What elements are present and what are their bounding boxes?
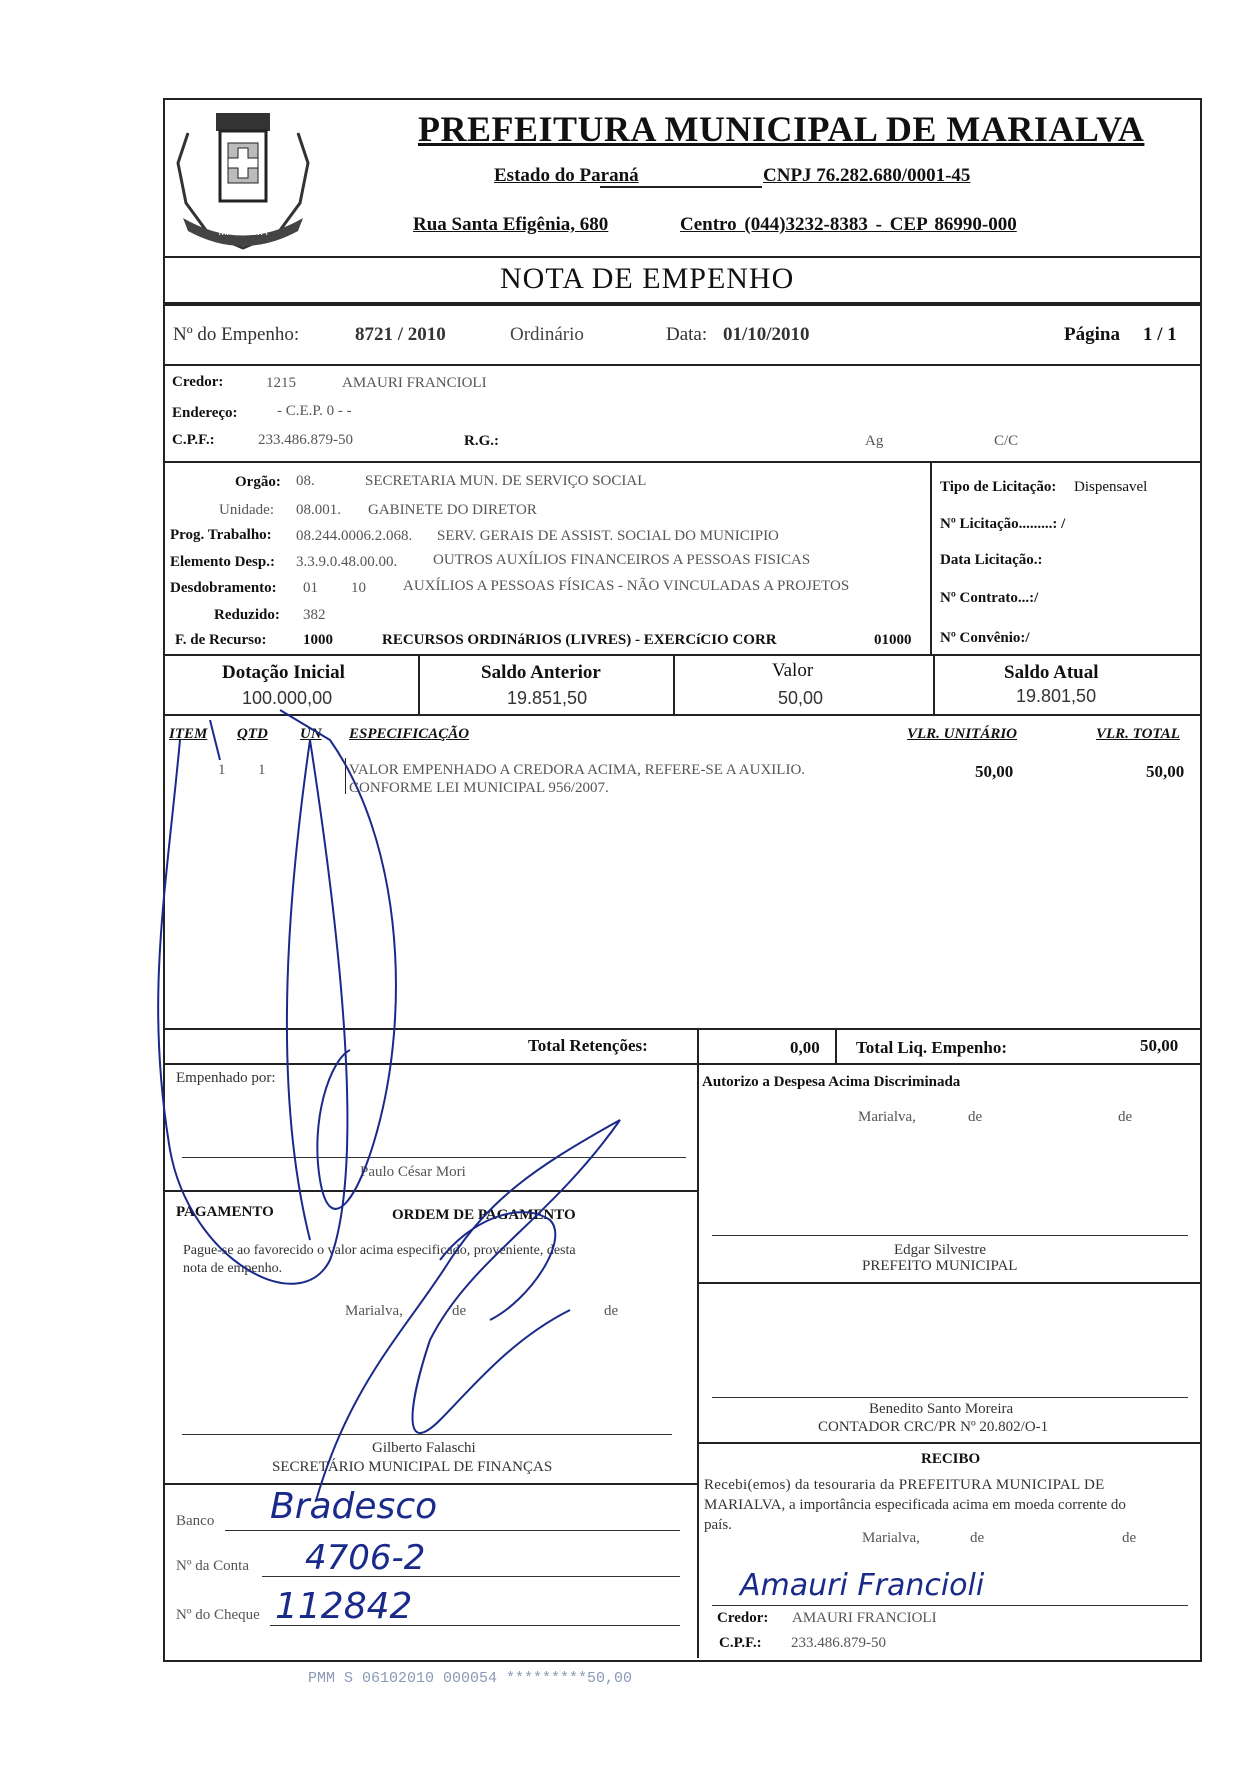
recibo-text-2: MARIALVA, a importância especificada acima em moeda corrente do	[704, 1497, 1126, 1513]
credor-label: Credor:	[172, 374, 224, 390]
banco-label: Banco	[176, 1513, 215, 1529]
cpf-label: C.P.F.:	[172, 432, 215, 448]
page-label: Página	[1064, 324, 1120, 345]
recibo-de1: de	[970, 1530, 985, 1546]
signature-line	[712, 1605, 1188, 1606]
banco-value: Bradesco	[270, 1486, 438, 1527]
recibo-title: RECIBO	[921, 1451, 981, 1467]
divider	[835, 1028, 837, 1064]
svg-text:MARIALVA: MARIALVA	[218, 227, 268, 238]
col-un: UN	[300, 726, 322, 742]
signature-line	[712, 1397, 1188, 1398]
divider	[930, 462, 932, 654]
col-vlr-unitario: VLR. UNITÁRIO	[907, 726, 1018, 742]
cpf-value: 233.486.879-50	[258, 432, 353, 448]
divider	[163, 654, 1200, 656]
licitacao-number: Nº Licitação.........: /	[940, 516, 1066, 532]
recibo-signature: Amauri Francioli	[740, 1568, 985, 1603]
conta-label: Nº da Conta	[176, 1558, 249, 1574]
empenho-type: Ordinário	[510, 324, 584, 345]
credor-code: 1215	[266, 375, 296, 391]
liquido-label: Total Liq. Empenho:	[856, 1038, 1007, 1057]
valor-label: Valor	[772, 660, 814, 681]
row-desc: VALOR EMPENHADO A CREDORA ACIMA, REFERE-SE A AUXILIO.	[349, 762, 806, 778]
recurso-desc: RECURSOS ORDINáRIOS (LIVRES) - EXERCíCIO CORR	[382, 632, 777, 648]
divider	[163, 461, 1200, 463]
divider	[933, 655, 935, 715]
desdob-a: 01	[303, 580, 318, 596]
reduzido-value: 382	[303, 607, 326, 623]
header-address: Rua Santa Efigênia, 680	[413, 214, 609, 235]
cc-label: C/C	[994, 433, 1019, 449]
recibo-credor-label: Credor:	[717, 1610, 769, 1626]
dotacao-inicial-label: Dotação Inicial	[222, 662, 345, 683]
liquido-value: 50,00	[1140, 1036, 1179, 1055]
row-desc-cont: CONFORME LEI MUNICIPAL 956/2007.	[349, 780, 609, 796]
secretario-name: Gilberto Falaschi	[372, 1440, 476, 1456]
pagamento-label: PAGAMENTO	[176, 1204, 274, 1220]
aut-de2: de	[1118, 1109, 1133, 1125]
page-number: 1 / 1	[1143, 324, 1177, 345]
divider	[163, 302, 1200, 306]
autorizo-text: Autorizo a Despesa Acima Discriminada	[702, 1074, 961, 1090]
empenho-label: Nº do Empenho:	[173, 324, 300, 345]
footer-stamp: PMM S 06102010 000054 *********50,00	[308, 1670, 633, 1687]
header-rule	[600, 186, 762, 188]
recibo-credor-name: AMAURI FRANCIOLI	[792, 1610, 937, 1626]
rg-label: R.G.:	[464, 433, 499, 449]
recurso-code: 1000	[303, 632, 333, 648]
elemento-label: Elemento Desp.:	[170, 554, 275, 570]
header-title: PREFEITURA MUNICIPAL DE MARIALVA	[418, 109, 1145, 149]
saldo-anterior-label: Saldo Anterior	[481, 662, 601, 683]
recibo-text-3: país.	[704, 1517, 732, 1533]
prefeito-name: Edgar Silvestre	[894, 1242, 987, 1258]
row-item: 1	[218, 762, 226, 778]
col-qtd: QTD	[237, 726, 268, 742]
handwritten-scribble	[150, 700, 710, 1500]
aut-de1: de	[968, 1109, 983, 1125]
elemento-desc: OUTROS AUXÍLIOS FINANCEIROS A PESSOAS FISICAS	[433, 552, 811, 568]
recibo-cpf-label: C.P.F.:	[719, 1635, 762, 1651]
credor-name: AMAURI FRANCIOLI	[342, 375, 487, 391]
pague-text: Pague-se ao favorecido o valor acima especificado, proveniente, desta	[183, 1243, 576, 1258]
recibo-text-1: Recebi(emos) da tesouraria da PREFEITURA MUNICIPAL DE	[704, 1477, 1105, 1493]
banco-line	[225, 1530, 680, 1531]
empenho-number: 8721 / 2010	[355, 324, 446, 345]
signature-line	[712, 1235, 1188, 1236]
endereco-value: - C.E.P. 0 - -	[277, 403, 352, 419]
conta-value: 4706-2	[305, 1538, 426, 1578]
tipo-licitacao-label: Tipo de Licitação:	[940, 479, 1057, 495]
prog-label: Prog. Trabalho:	[170, 527, 272, 543]
contrato-number: Nº Contrato...:/	[940, 590, 1039, 606]
prog-code: 08.244.0006.2.068.	[296, 528, 413, 544]
empenhado-label: Empenhado por:	[176, 1070, 276, 1086]
recurso-ref: 01000	[874, 632, 912, 648]
unidade-code: 08.001.	[296, 502, 341, 518]
dotacao-inicial-value: 100.000,00	[242, 688, 333, 708]
crest-logo	[168, 103, 318, 253]
header-contact: Centro (044)3232-8383 - CEP 86990-000	[680, 214, 1017, 235]
pag-de2: de	[604, 1303, 619, 1319]
divider	[163, 256, 1200, 258]
retencoes-label: Total Retenções:	[528, 1036, 648, 1055]
reduzido-label: Reduzido:	[214, 607, 280, 623]
licitacao-date: Data Licitação.:	[940, 552, 1043, 568]
contador-name: Benedito Santo Moreira	[869, 1401, 1014, 1417]
unidade-desc: GABINETE DO DIRETOR	[368, 502, 537, 518]
col-item: ITEM	[169, 726, 208, 742]
aut-city: Marialva,	[858, 1109, 916, 1125]
ag-label: Ag	[865, 433, 884, 449]
divider	[163, 364, 1200, 366]
desdob-desc: AUXÍLIOS A PESSOAS FÍSICAS - NÃO VINCULADAS A PROJETOS	[403, 578, 850, 594]
pag-city: Marialva,	[345, 1303, 403, 1319]
orgao-code: 08.	[296, 473, 315, 489]
recibo-city: Marialva,	[862, 1530, 920, 1546]
header-cnpj: CNPJ 76.282.680/0001-45	[763, 165, 971, 186]
unidade-label: Unidade:	[219, 502, 274, 518]
divider	[697, 1442, 1200, 1444]
col-vlr-total: VLR. TOTAL	[1096, 726, 1180, 742]
orgao-desc: SECRETARIA MUN. DE SERVIÇO SOCIAL	[365, 473, 647, 489]
row-total: 50,00	[1146, 762, 1185, 781]
convenio-number: Nº Convênio:/	[940, 630, 1030, 646]
valor-value: 50,00	[778, 688, 824, 708]
prog-desc: SERV. GERAIS DE ASSIST. SOCIAL DO MUNICIPIO	[437, 528, 779, 544]
saldo-atual-value: 19.801,50	[1016, 686, 1097, 706]
desdob-b: 10	[351, 580, 366, 596]
recibo-cpf: 233.486.879-50	[791, 1635, 886, 1651]
pag-de1: de	[452, 1303, 467, 1319]
orgao-label: Orgão:	[235, 474, 281, 490]
cheque-value: 112842	[275, 1586, 413, 1627]
endereco-label: Endereço:	[172, 405, 238, 421]
empenho-date-label: Data:	[666, 324, 708, 345]
prefeito-title: PREFEITO MUNICIPAL	[862, 1258, 1018, 1274]
row-unit: 50,00	[975, 762, 1014, 781]
col-especificacao: ESPECIFICAÇÃO	[349, 726, 470, 742]
desdob-label: Desdobramento:	[170, 580, 277, 596]
recurso-label: F. de Recurso:	[175, 632, 267, 648]
empenho-date: 01/10/2010	[723, 324, 810, 345]
contador-title: CONTADOR CRC/PR Nº 20.802/O-1	[818, 1419, 1049, 1435]
ordem-label: ORDEM DE PAGAMENTO	[392, 1207, 576, 1223]
header-state: Estado do Paraná	[494, 165, 639, 186]
cheque-label: Nº do Cheque	[176, 1607, 260, 1623]
saldo-anterior-value: 19.851,50	[507, 688, 588, 708]
elemento-code: 3.3.9.0.48.00.00.	[296, 554, 398, 570]
doc-title: NOTA DE EMPENHO	[500, 262, 795, 295]
retencoes-value: 0,00	[790, 1038, 820, 1057]
row-qtd: 1	[258, 762, 266, 778]
empenhado-name: Paulo César Mori	[360, 1164, 466, 1180]
recibo-de2: de	[1122, 1530, 1137, 1546]
divider	[697, 1282, 1200, 1284]
pague-text-cont: nota de empenho.	[183, 1261, 283, 1276]
saldo-atual-label: Saldo Atual	[1004, 662, 1099, 683]
tipo-licitacao-value: Dispensavel	[1074, 479, 1148, 495]
secretario-title: SECRETÁRIO MUNICIPAL DE FINANÇAS	[272, 1459, 553, 1475]
